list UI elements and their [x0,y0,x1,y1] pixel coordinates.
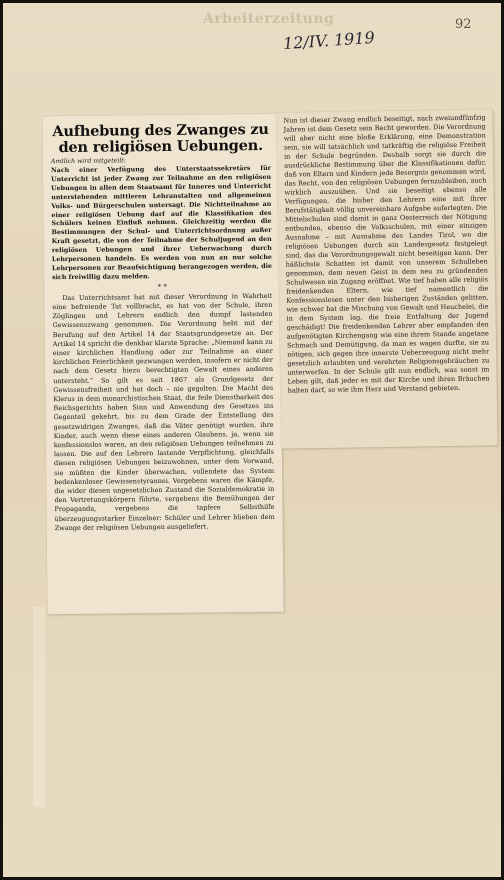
newspaper-name-stamp: Arbeiterzeitung [203,11,335,27]
article-body-right: Nun ist dieser Zwang endlich beseitigt, nach zweiundfünfzig Jahren ist dem Gesetz sein Recht geworden. Die Verordnung will aber nicht eine bloße Erklärung, eine Demonstration sein, sie will tatsächlich und tatkräftig die religiöse Freiheit in der Schule begründen. Deshalb sorgt sie durch die ausdrückliche Bestimmung über die Klassifikationen dafür, daß von Eltern und Kindern jede Besorgnis genommen wird, das Recht, von den religiösen Uebungen fernzubleiben, auch wirklich auszuüben. Und sie beseitigt ebenso alle Verfügungen, die bisher den Lehrern eine mit ihrer Berufstätigkeit völlig unvereinbare Aufgabe auferlegten. Die Mittelschulen sind damit in ganz Oesterreich der Nötigung entbunden, ebenso die Volksschulen, mit einer einzigen Ausnahme – mit Ausnahme des Landes Tirol, wo die religiösen Uebungen durch ein Landesgesetz festgelegt sind, das die Verordnungsgewalt nicht beseitigen kann. Der häßlichste Schatten ist damit von unserem Schulleben genommen, dem neuen Geist in dem neu zu gründenden Schulwesen ein Zugang eröffnet. Wie tief haben alle religiös freidenkenden Eltern, wie tief namentlich die Konfessionslosen unter den bisherigen Zuständen gelitten, wie schwer hat die Mischung von Gewalt und Heuchelei, die in dem System lag, die freie Entfaltung der Jugend geschädigt! Die freidenkenden Lehrer aber empfanden den aufgenötigten Kirchengang wie eine ihrem Stande angetane Schmach und Demütigung, da man es wagen durfte, sie zu nötigen, sich gegen ihre innerste Ueberzeugung nicht mehr gesetzlich erlaubten und verehrten Religionsgebräuchen zu unterwerfen. In der Schule gilt nun endlich, was sonst im Leben gilt, daß jeder es mit der Kirche und ihren Bräuchen halten darf, so wie ihm Herz und Verstand gebieten. [283,113,490,395]
article-byline: Amtlich wird mitgeteilt: [50,157,126,166]
tape-strip [33,607,45,807]
article-clipping-right [276,109,497,448]
article-clipping-left [42,114,283,614]
article-headline: Aufhebung des Zwanges zu den religiösen Uebungen. [52,120,269,157]
article-body-left: Das Unterrichtsamt hat mit dieser Verordnung in Wahrheit eine befreiende Tat vollbracht, es hat von der Schule, ihren Zöglingen und Lehrern endlich den dumpf lastenden Gewissenszwang genommen. Die Verordnung hebt mit der Berufung auf den Artikel 14 der Staatsgrundgesetze an. Der Artikel 14 spricht die denkbar klarste Sprache: „Niemand kann zu einer kirchlichen Handlung oder zur Teilnahme an einer kirchlichen Feierlichkeit gezwungen werden, insofern er nicht der nach dem Gesetz hiezu berechtigten Gewalt eines anderen untersteht.“ So gilt es seit 1867 als Grundgesetz der Gewissensfreiheit und hat doch – nie gegolten. Die Macht des Klerus in dem monarchistischen Staat, die feile Dienstbarkeit des Reichsgerichts haben Sinn und Anwendung des Gesetzes ins Gegenteil gekehrt, bis zu dem Grade der Entstellung des gesetzwidrigen Zwanges, daß die Väter genötigt wurden, ihre Kinder, auch wenn diese eines anderen Glaubens, ja, wenn sie konfessionslos waren, an den religiösen Uebungen teilnehmen zu lassen. Die auf den Lehrern lastende Verpflichtung, gleichfalls diesen religiösen Uebungen beizuwohnen, unter dem Vorwand, sie müßten die Kinder überwachen, vollendete das System bedenkenloser Gewissenstyrannei. Vergebens waren die Kämpfe, die wider diesen ungesetzlichen Zustand die Sozialdemokratie in den Vertretungskörpern führte, vergebens die Bemühungen der Propaganda, vergebens die tapfere Selbsthilfe überzeugungsstarker Einzelner: Schüler und Lehrer blieben dem Zwange der religiösen Uebungen ausgeliefert. [52,291,275,533]
archive-sheet [3,3,501,877]
section-separator: * * [157,282,167,291]
page-number: 92 [455,17,472,32]
handwritten-date: 12/IV. 1919 [282,27,376,54]
article-lead: Nach einer Verfügung des Unterstaatssekretärs für Unterricht ist jeder Zwang zur Teilnahme an den religiösen Uebungen in allen dem Staatsamt für Inneres und Unterricht unterstehenden mittleren Lehranstalten und allgemeinen Volks- und Bürgerschulen untersagt. Die Nichtteilnahme an einer religiösen Uebung darf auf die Klassifikation des Schülers keinen Einfluß nehmen. Gleichzeitig werden die Bestimmungen der Schul- und Unterrichtsordnung außer Kraft gesetzt, die von der Teilnahme der Schuljugend an den religiösen Uebungen und ihrer Ueberwachung durch Lehrpersonen handeln. Es werden von nun an nur solche Lehrpersonen zur Beaufsichtigung herangezogen werden, die sich freiwillig dazu melden. [50,164,273,282]
